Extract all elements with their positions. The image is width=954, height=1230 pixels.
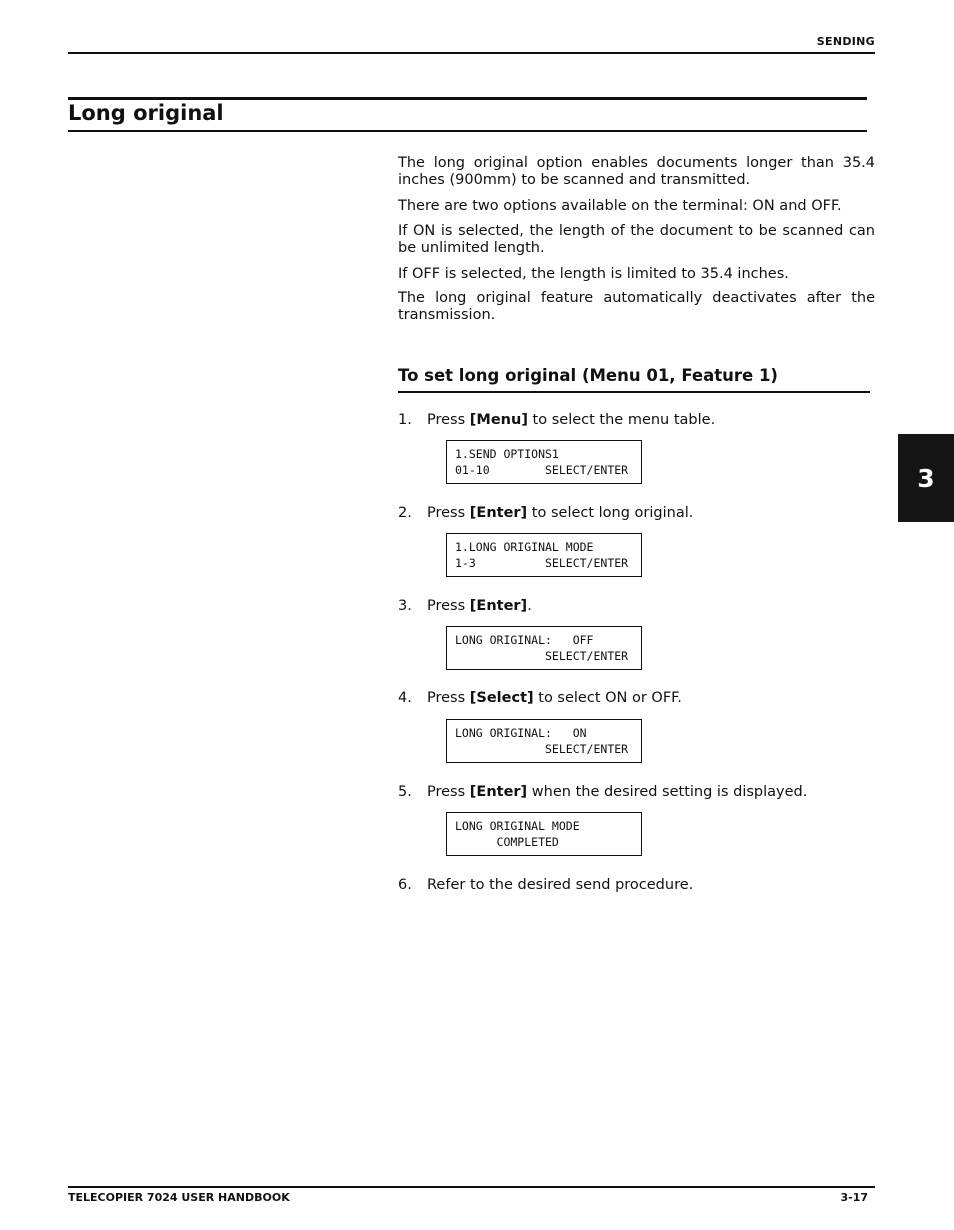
lcd-line: 01-10 SELECT/ENTER: [455, 463, 629, 477]
footer-rule: [68, 1186, 875, 1188]
lcd-line: SELECT/ENTER: [455, 742, 629, 756]
step-number: 2.: [398, 505, 412, 521]
step-text: Press: [427, 784, 470, 800]
header-rule: [68, 52, 875, 54]
step-number: 5.: [398, 784, 412, 800]
title-top-rule: [68, 97, 867, 100]
title-bottom-rule: [68, 130, 867, 132]
page-number: 3-17: [840, 1191, 868, 1204]
step-text: to select the menu table.: [527, 412, 716, 428]
step-text: to select ON or OFF.: [533, 690, 682, 706]
lcd-line: 1.LONG ORIGINAL MODE: [455, 540, 594, 554]
paragraph: The long original feature automatically deactivates after the transmission.: [398, 290, 875, 323]
lcd-line: 1-3 SELECT/ENTER: [455, 556, 629, 570]
footer-title: TELECOPIER 7024 USER HANDBOOK: [68, 1191, 290, 1204]
step-item: [398, 690, 682, 707]
step-item: [398, 412, 715, 429]
step-text: Press: [427, 505, 470, 521]
step-text: when the desired setting is displayed.: [527, 784, 808, 800]
paragraph: There are two options available on the terminal: ON and OFF.: [398, 198, 842, 214]
step-number: 3.: [398, 598, 412, 614]
paragraph: The long original option enables documents longer than 35.4 inches (900mm) to be scanned and transmitted.: [398, 155, 875, 188]
lcd-display: [446, 626, 642, 670]
lcd-line: LONG ORIGINAL: OFF: [455, 633, 594, 647]
step-item: [398, 505, 693, 522]
step-number: 4.: [398, 690, 412, 706]
step-text: Press: [427, 412, 470, 428]
running-header: SENDING: [816, 35, 875, 48]
step-item: [398, 598, 532, 615]
step-number: 6.: [398, 877, 412, 893]
chapter-tab: 3: [898, 434, 954, 522]
subsection-heading: To set long original (Menu 01, Feature 1): [398, 366, 778, 385]
paragraph: If ON is selected, the length of the document to be scanned can be unlimited length.: [398, 223, 875, 256]
step-item: [398, 784, 807, 801]
subheading-rule: [398, 391, 870, 393]
lcd-line: LONG ORIGINAL: ON: [455, 726, 587, 740]
key-name: [Select]: [469, 690, 534, 706]
key-name: [Menu]: [469, 412, 528, 428]
section-title: Long original: [68, 101, 224, 125]
lcd-display: [446, 533, 642, 577]
key-name: [Enter]: [469, 784, 528, 800]
key-name: [Enter]: [469, 505, 528, 521]
step-text: .: [527, 598, 532, 614]
step-number: 1.: [398, 412, 412, 428]
lcd-display: [446, 719, 642, 763]
step-text: Press: [427, 598, 470, 614]
paragraph: If OFF is selected, the length is limited to 35.4 inches.: [398, 266, 789, 282]
step-item: [398, 877, 693, 894]
step-text: Press: [427, 690, 470, 706]
step-text: Refer to the desired send procedure.: [427, 877, 694, 893]
lcd-display: [446, 812, 642, 856]
lcd-line: LONG ORIGINAL MODE: [455, 819, 580, 833]
step-text: to select long original.: [527, 505, 694, 521]
lcd-display: [446, 440, 642, 484]
lcd-line: 1.SEND OPTIONS1: [455, 447, 559, 461]
key-name: [Enter]: [469, 598, 528, 614]
lcd-line: SELECT/ENTER: [455, 649, 629, 663]
lcd-line: COMPLETED: [455, 835, 559, 849]
